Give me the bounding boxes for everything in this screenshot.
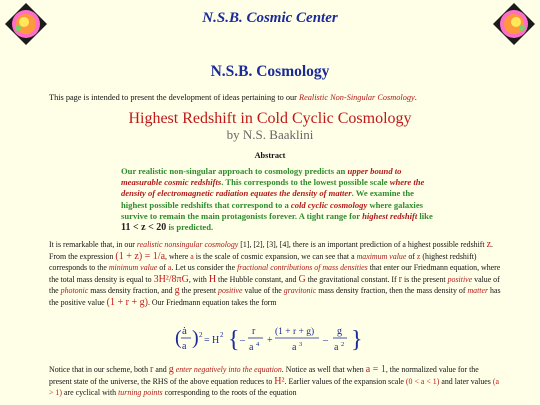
body-paragraph-2 — [49, 364, 501, 399]
p1-text: value of the — [49, 274, 500, 296]
abstract-text-4: where galaxies survive to remain the main protagonists forever. A tight range for — [121, 199, 423, 221]
p2-text: are cyclical with — [63, 388, 117, 398]
math-h-squared: H² — [274, 375, 285, 387]
plus-sign: + — [267, 335, 273, 346]
p1-text: of — [159, 263, 166, 273]
p1-text: It is remarkable that, in our — [49, 240, 135, 249]
abstract-text-1: Our realistic non-singular approach to cosmology predicts an — [121, 166, 346, 176]
abstract-text — [121, 166, 441, 233]
p1-text: the gravitational constant. If — [307, 274, 397, 284]
p1-text: mass density fraction, and — [90, 286, 173, 296]
realistic-cosmology-link[interactable]: Realistic Non-Singular Cosmology — [299, 93, 415, 102]
brace-left: { — [228, 327, 240, 353]
p1-text: [1], [2], [3], [4], there is an important prediction of a highest possible redshift — [240, 240, 485, 249]
emphasis-positive: positive — [218, 286, 243, 296]
math-r: r — [150, 364, 154, 375]
exponent-2: 2 — [199, 331, 203, 339]
math-g-lower: g — [168, 364, 174, 375]
paren-right: ) — [192, 327, 199, 349]
p1-text: has the positive value — [49, 286, 501, 307]
emphasis-enter-negatively: enter negatively into the equation — [175, 365, 282, 374]
redshift-range: 11 < z < 20 — [121, 222, 167, 234]
hubble-h: H — [212, 335, 220, 346]
p1-text: of — [408, 251, 415, 261]
p1-text: , with — [188, 274, 207, 284]
emphasis-turning-points: turning points — [118, 388, 163, 398]
p1-text: . Our Friedmann equation takes the form — [147, 297, 277, 307]
p2-text: . Earlier values of the expansion scale — [284, 376, 404, 386]
equals-sign: = — [204, 335, 210, 346]
abstract-emphasis-4: highest redshift — [362, 210, 418, 221]
p1-text: is the scale of cosmic expansion, we can see that a — [195, 251, 355, 261]
page-title: N.S.B. Cosmology — [210, 63, 330, 80]
paren-left: ( — [175, 327, 182, 349]
term1-denominator: a — [249, 342, 254, 353]
math-a: a — [167, 263, 172, 273]
math-g-lower: g — [174, 285, 180, 297]
p2-text: and later values — [441, 376, 491, 386]
minus-2: – — [323, 335, 328, 346]
abstract-emphasis-3: cold cyclic cosmology — [290, 199, 368, 210]
intro-paragraph — [49, 92, 519, 103]
abstract-emphasis-2: where the density of electromagnetic radiation equates the density of matter — [121, 177, 425, 199]
emphasis-matter: matter — [467, 286, 489, 296]
intro-end: . — [414, 93, 417, 102]
math-r: r — [398, 273, 402, 285]
emphasis-minimum-value: minimum value — [108, 263, 158, 273]
term1-exp: 4 — [256, 341, 260, 348]
math-a: a — [190, 251, 194, 261]
term2-denominator: a — [292, 342, 297, 353]
h-exponent: 2 — [220, 331, 224, 339]
term3-numerator: g — [337, 326, 342, 337]
emphasis-gravitonic: gravitonic — [283, 286, 317, 296]
term3-exp: 2 — [341, 341, 345, 348]
term2-exp: 3 — [299, 341, 303, 348]
friedmann-equation — [175, 321, 375, 357]
emphasis-mass-densities: fractional contributions of mass densities — [237, 263, 368, 273]
math-matter-density: (1 + r + g) — [106, 296, 148, 308]
term2-numerator: (1 + r + g) — [275, 327, 315, 337]
p1-text: . Let us consider the — [171, 263, 236, 273]
p1-text: is the present — [403, 274, 446, 284]
brace-right: } — [351, 327, 363, 353]
p2-text: . Notice as well that when — [281, 365, 364, 374]
math-density: 3H²/8πG — [153, 273, 189, 285]
abstract-text-6: is predicted. — [168, 222, 214, 233]
p1-text: (highest redshift) corresponds to the — [49, 251, 477, 273]
p1-text: that enter our Friedmann equation, where the total mass density is equal to — [49, 263, 501, 284]
abstract-emphasis-1: upper bound to measurable cosmic redshifts — [121, 166, 402, 188]
math-a-range-late: (a > 1) — [49, 376, 499, 398]
term3-denominator: a — [334, 342, 339, 353]
math-expression: (1 + z) = 1/a — [115, 250, 166, 262]
p2-text: , the normalized value for the present state of the universe, the RHS of the above equation reduces to — [49, 365, 479, 386]
intro-text: This page is intended to present the development of ideas pertaining to our — [49, 93, 297, 102]
p1-text: . From the expression — [49, 240, 494, 261]
math-a-range-early: (0 < a < 1) — [405, 376, 440, 386]
site-title: N.S.B. Cosmic Center — [202, 10, 338, 26]
p1-text: , where — [165, 251, 189, 261]
abstract-text-5: like — [419, 210, 433, 221]
nonsingular-cosmology-link[interactable]: realistic nonsingular cosmology — [136, 240, 239, 249]
math-z: z — [486, 239, 492, 250]
emphasis-photonic: photonic — [60, 286, 89, 296]
p1-text: value of the — [244, 286, 282, 296]
p2-text: and — [155, 365, 167, 374]
term1-numerator: r — [252, 326, 256, 337]
p1-text: the present — [181, 286, 217, 296]
lhs-denominator: a — [182, 341, 187, 352]
math-a-equals-1: a = 1 — [365, 364, 386, 375]
abstract-text-2: . This corresponds to the lowest possible scale — [221, 177, 388, 188]
math-z: z — [416, 251, 421, 261]
math-g: G — [298, 273, 306, 285]
minus-1: – — [240, 335, 245, 346]
p1-text: the Hubble constant, and — [218, 274, 297, 284]
emphasis-positive: positive — [447, 274, 473, 284]
p1-text: mass density fraction, then the mass density of — [318, 286, 466, 296]
article-author: by N.S. Baaklini — [226, 127, 314, 142]
emphasis-maximum-value: maximum value — [356, 251, 407, 261]
article-title: Highest Redshift in Cold Cyclic Cosmology — [128, 110, 412, 127]
abstract-heading: Abstract — [254, 151, 286, 160]
p2-text: Notice that in our scheme, both — [49, 365, 149, 374]
lhs-numerator: ȧ — [182, 325, 187, 337]
abstract-text-3: . We examine the highest possible redshifts that correspond to a — [121, 188, 414, 210]
body-paragraph-1 — [49, 239, 501, 309]
math-h: H — [208, 273, 217, 285]
p2-text: corresponding to the roots of the equation — [164, 388, 297, 398]
